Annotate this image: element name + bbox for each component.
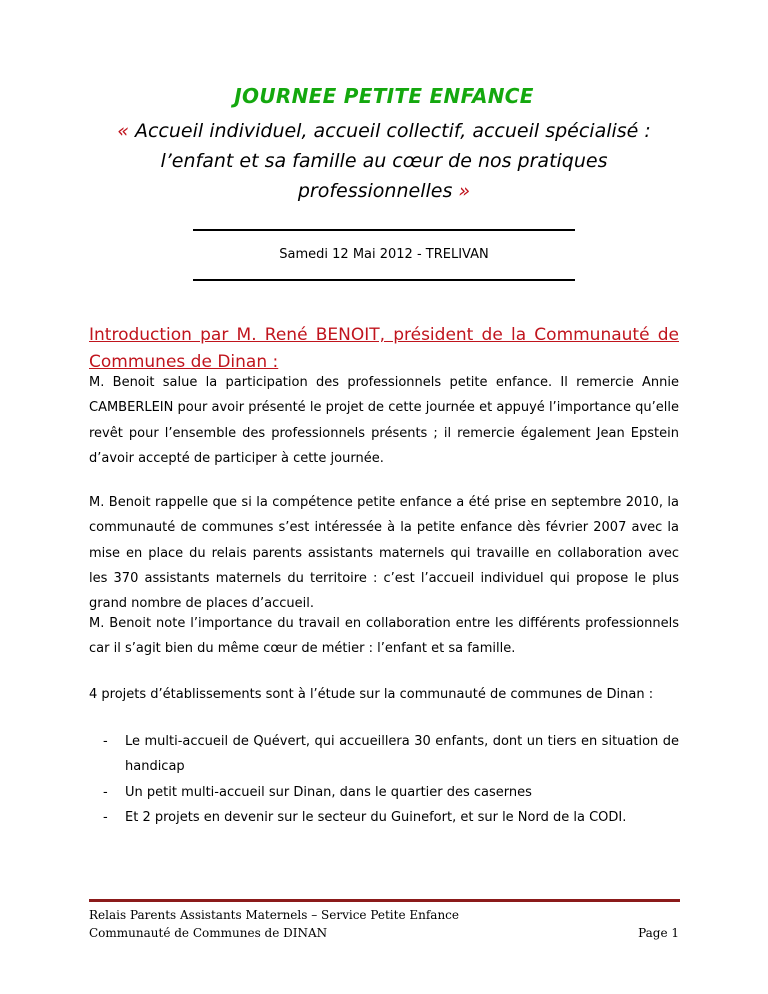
list-item <box>89 805 679 830</box>
list-item-text: Un petit multi-accueil sur Dinan, dans le quartier des casernes <box>125 784 532 800</box>
subtitle-text: Accueil individuel, accueil collectif, accueil spécialisé : l’enfant et sa famille au cœur de nos pratiques professionnelles <box>134 120 651 202</box>
projects-list <box>89 729 679 830</box>
paragraph: M. Benoit salue la participation des professionnels petite enfance. Il remercie Annie CAMBERLEIN pour avoir présenté le projet de cette journée et appuyé l’importance qu’elle revêt pour l’ensemble des professionnels présents ; il remercie également Jean Epstein d’avoir accepté de participer à cette journée. <box>89 375 679 466</box>
paragraph: M. Benoit note l’importance du travail en collaboration entre les différents professionnels car il s’agit bien du même cœur de métier : l’enfant et sa famille. <box>89 616 679 657</box>
list-item-text: Et 2 projets en devenir sur le secteur du Guinefort, et sur le Nord de la CODI. <box>125 809 627 825</box>
footer-line-1: Relais Parents Assistants Maternels – Service Petite Enfance <box>89 908 460 922</box>
section-heading: Introduction par M. René BENOIT, président de la Communauté de Communes de Dinan : <box>89 325 679 372</box>
list-item-text: Le multi-accueil de Quévert, qui accueillera 30 enfants, dont un tiers en situation de handicap <box>125 734 679 775</box>
paragraph: M. Benoit rappelle que si la compétence petite enfance a été prise en septembre 2010, la communauté de communes s’est intéressée à la petite enfance dès février 2007 avec la mise en place du relais parents assistants maternels qui travaille en collaboration avec les 370 assistants maternels du territoire : c’est l’accueil individuel qui propose le plus grand nombre de places d’accueil. <box>89 495 679 612</box>
footer-divider <box>89 899 680 902</box>
paragraph: 4 projets d’établissements sont à l’étude sur la communauté de communes de Dinan : <box>89 687 654 702</box>
page-number: Page 1 <box>638 926 679 940</box>
list-item <box>89 729 679 780</box>
list-dash: - <box>103 734 108 749</box>
list-dash: - <box>103 784 108 800</box>
footer-organization <box>89 906 509 942</box>
footer-line-2: Communauté de Communes de DINAN <box>89 926 328 940</box>
divider-top <box>193 229 575 231</box>
event-date: Samedi 12 Mai 2012 - TRELIVAN <box>279 247 489 262</box>
open-quote: « <box>117 120 129 142</box>
divider-bottom <box>193 279 575 281</box>
close-quote: » <box>458 180 471 202</box>
list-item <box>89 780 679 805</box>
document-subtitle <box>100 116 668 206</box>
list-dash: - <box>103 809 108 825</box>
document-title: JOURNEE PETITE ENFANCE <box>234 84 534 108</box>
